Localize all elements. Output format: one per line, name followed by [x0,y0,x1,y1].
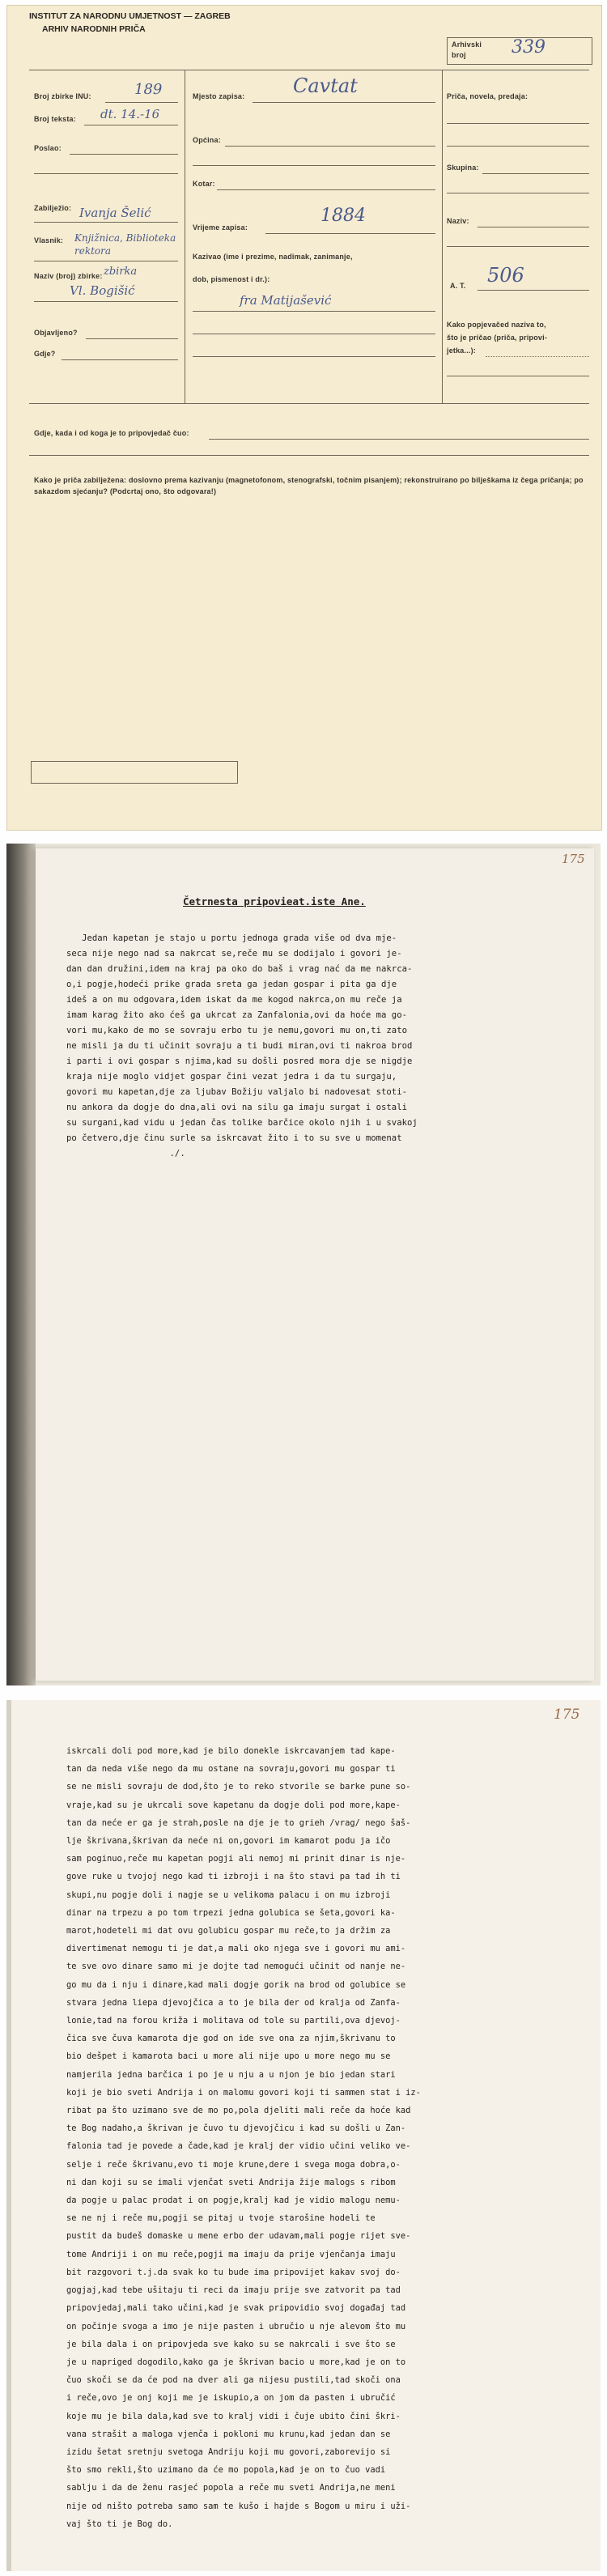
page-edge [6,1700,11,2571]
year-value: 1884 [320,206,366,226]
ending-label-3: jetka...): [447,346,477,355]
collection-number-label: Broj zbirke INU: [34,92,91,100]
typed-line: dan dan družini,idem na kraj pa oko do baš i vrag nać da me nakrca- [66,964,413,974]
year-label: Vrijeme zapisa: [193,223,248,232]
narrator-value: fra Matijašević [240,293,332,308]
text-number-value: dt. 14.-16 [100,107,160,121]
typed-line: što smo rekli,što uzimano da će mo popola,kad je on to čuo vadi [66,2465,386,2476]
typed-line: ribat pa što uzimano sve de mo po,pola djeliti mali reče da hoće kad [66,2106,411,2116]
owner-label: Vlasnik: [34,236,64,244]
folio-number-1: 175 [562,852,585,866]
archive-number-label: Arhivski [452,40,482,49]
typed-line: sablju i da de ženu rasjeć popola a reče mu sveti Andrija,ne meni [66,2483,396,2493]
typed-line: te Bog nadaho,a škrivan je čuvo tu djevojčicu i kad su došli u Zan- [66,2123,406,2134]
story-title: Četrnesta pripovieat.iste Ane. [183,895,366,908]
typed-line: je u napriged dogodilo,kako ga je škrivan bacio u more,kad je on to [66,2357,406,2367]
typed-line: marot,hodeteli mi dat ovu golubicu gospar mu reče,to ja držim za [66,1926,391,1936]
typed-line: tan da neda više nego da mu ostane na sovraju,govori mu gospar ti [66,1764,396,1775]
archive-number-value: 339 [511,37,545,57]
typed-line: pustit da budeš domaske u mene erbo der udavam,mali pogje rijet sve- [66,2231,411,2242]
ending-label: Kako popjevačed naziva to, [447,321,546,329]
typed-line: imam karag žito ako ćeš ga ukrcat za Zanfalonia,ovi da hoće ma go- [66,1010,407,1020]
archive-name: ARHIV NARODNIH PRIČA [42,24,146,34]
typed-line: vana strašit a maloga vjenča i pokloni mu krunu,kad jedan dan se [66,2429,391,2439]
archive-number-label-2: broj [452,51,466,59]
typed-line: o,i pogje,hodeći prike grada sreta ga jedan gospar i pita ga dje [66,980,397,989]
binding-spine [6,844,36,1685]
typed-line: se ne misli sovraju de dod,što je to reko stvorile se barke pune so- [66,1782,411,1792]
at-label: A. T. [450,282,466,290]
typed-line: i reče,ovo je onj koji me je iskupio,a on jom da pasten i ubručić [66,2393,396,2404]
typed-line: skupi,nu pogje doli i nagje se u velikoma palacu i on mu izbroji [66,1889,391,1900]
recorded-by-value: Ivanja Šelić [79,206,151,220]
at-value: 506 [487,264,524,287]
typed-line: ./. [66,1149,185,1158]
note-label: Kako je priča zabilježena: doslovno prema kazivanju (magnetofonom, stenografski, točnim pisanjem); rekonstruirano po bilješkama iz čega pričanja; po sakazdom sjećanju? (Podcrtaj ono, što odgovara!) [34,476,584,495]
typed-line: bio dešpet i kamarota baci u more ali nije upo u more nego mu se [66,2051,391,2062]
ending-label-2: što je pričao (priča, pripovi- [447,334,548,342]
typed-line: go mu da i nju i dinare,kad mali dogje gorik na brod od golubice se [66,1979,406,1990]
typed-text-page-2 [66,1742,421,2533]
group-label: Skupina: [447,164,479,172]
recorded-by-label: Zabilježio: [34,204,72,212]
owner-value: Knjižnica, Biblioteka rektora [74,232,176,257]
empty-box [31,761,238,784]
folio-number-2: 175 [554,1707,580,1723]
narrator-label: Kazivao (ime i prezime, nadimak, zanimanje, [193,253,353,261]
typed-line: ni dan koji su se imali vjenčat sveti Andrija žije malogs s ribom [66,2177,396,2187]
typed-line: vaj što ti je Bog do. [66,2519,173,2529]
heard-label: Gdje, kada i od koga je to pripovjedač čuo: [34,429,189,437]
typed-line: nu ankora da dogje do dna,ali ovi na silu ga imaju surgat i ostali [66,1103,407,1112]
typed-line: Jedan kapetan je stajo u portu jednoga grada više od dva mje- [66,933,397,943]
district-label: Kotar: [193,180,215,188]
typed-line: koji je bio sveti Andrija i on malomu govori koji ti sammen stat i iz- [66,2087,421,2098]
collection-name-label: Naziv (broj) zbirke: [34,272,103,280]
typed-line: čica sve čuva kamarota dje god on ide sve ona za njim,škrivanu to [66,2034,396,2044]
typed-line: govori mu kapetan,dje za ljubav Božiju valjalo bi nadovesat stoti- [66,1087,407,1097]
typed-line: tan da neće er ga je strah,posle na dje je to grieh /vrag/ nego šaš- [66,1817,411,1828]
institute-name: INSTITUT ZA NARODNU UMJETNOST — ZAGREB [29,11,231,21]
typed-line: koje mu je bila dala,kad sve to kralj vidi i čuje ubito čini škri- [66,2411,401,2421]
typed-line: vraje,kad su je ukrcali sove kapetanu da dogje doli pod more,kape- [66,1800,401,1810]
typed-line: kraja nije moglo vidjet gospar čini vezat jedra i da tu surgaju, [66,1072,397,1082]
typed-line: te sve ovo dinare samo mi je dojte tad nemogući učinit od nanje ne- [66,1962,406,1972]
municipality-label: Općina: [193,136,221,144]
typed-line: gove ruke u tvojoj nego kad ti izbroji i na što stavi pa tad ih ti [66,1872,401,1882]
typed-line: vori mu,kako de mo se sovraju erbo tu je nemu,govori mu on,ti zato [66,1026,407,1035]
typed-line: dinar na trpezu a po tom trpezi jedna golubica se šeta,govori ka- [66,1907,396,1918]
typed-line: stvara jedna liepa djevojčica a to je bila der od kralja od Zanfa- [66,1997,401,2008]
typed-line: se ne nj i reče mu,pogji se pitaj u tvoje starošine hodeli te [66,2213,376,2224]
typed-text-page-1 [66,931,418,1162]
typed-line: nije od ništo potreba samo sam te kušo i hajde s Bogom u miru i uži- [66,2501,411,2511]
typed-line: čuo skoči se da će pod na dver ali ga nijesu pustili,tad skoči ona [66,2375,401,2386]
typed-line: lonie,tad na forou križa i molitava od tole su partili,ova djevoj- [66,2016,401,2026]
typed-line: iskrcali doli pod more,kad je bilo donekle iskrcavanjem tad kape- [66,1746,396,1756]
title-label: Naziv: [447,217,469,225]
typed-line: je bila dala i on pripovjeda sve kako su se nakrcali i sve što se [66,2339,396,2349]
archive-card [6,5,602,831]
typed-line: ideš a on mu odgovara,idem iskat da me kogod nakrca,on mu reče ja [66,995,402,1005]
genre-label: Priča, novela, predaja: [447,92,528,100]
where-label: Gdje? [34,350,56,358]
published-label: Objavljeno? [34,329,78,337]
typed-line: po četvero,dje činu surle sa iskrcavat žito i to su sve u momenat [66,1133,402,1143]
sent-by-label: Poslao: [34,144,62,152]
collection-name-value-2: Vl. Bogišić [70,283,135,298]
typed-line: pripovjedaj,mali tako učini,kad je svak pripovidio svoj događaj tad [66,2303,406,2314]
place-value: Cavtat [293,74,358,97]
typed-line: namjerila jedna barčica i po je u nju a u njon je bio jedan stari [66,2069,396,2080]
typed-line: ne misli ja du ti učinit sovraju a ti budi miran,ovi ti nakroa brod [66,1041,413,1051]
typed-line: bit razgovori t.j.da svak ko tu bude ima pripovijet kakav svoj do- [66,2267,401,2277]
typed-line: sam poginuo,reče mu kapetan pogji ali nemoj mi prinit dinar is nje- [66,1854,406,1864]
typed-line: divertimenat nemogu ti je dat,a mali oko njega sve i govori mu ami- [66,1944,406,1954]
typed-line: selje i reče škrivanu,evo ti moje krune,dere i svega moga dobra,o- [66,2159,401,2170]
narrator-label-2: dob, pismenost i dr.): [193,275,270,283]
collection-number-value: 189 [134,81,163,98]
typed-line: su surgani,kad vidu u jedan čas tolike barčice okolo njih i u svakoj [66,1118,418,1128]
typed-line: lje škrivana,škrivan da neće ni on,govori im kamarot podu ja ičo [66,1836,391,1847]
place-label: Mjesto zapisa: [193,92,245,100]
typed-line: seca nije nego nad sa nakrcat se,reče mu se dodijalo i govori je- [66,949,402,959]
collection-name-value: zbirka [104,266,138,278]
text-number-label: Broj teksta: [34,115,76,123]
typed-line: tome Andriji i on mu reče,pogji ma imaju da prije vjenčanja imaju [66,2249,396,2259]
typed-line: on počinje svoga a imo je nije pasten i ubručio u nje alevom što mu [66,2321,406,2332]
typed-line: falonia tad je povede a čade,kad je kralj der vidio učini veliko ve- [66,2141,411,2152]
typed-line: i parti i ovi gospar s njima,kad su došli posred mora dje se nigdje [66,1056,413,1066]
typed-line: gogjaj,kad tebe ušitaju ti reci da imaju prije sve zatvorit pa tad [66,2285,401,2296]
typed-line: izidu šetat sretnju svetoga Andriju koji mu govori,zaborevijo si [66,2446,391,2457]
typed-line: da pogje u palac prodat i on pogje,kralj kad je vidio malogu nemu- [66,2196,401,2206]
